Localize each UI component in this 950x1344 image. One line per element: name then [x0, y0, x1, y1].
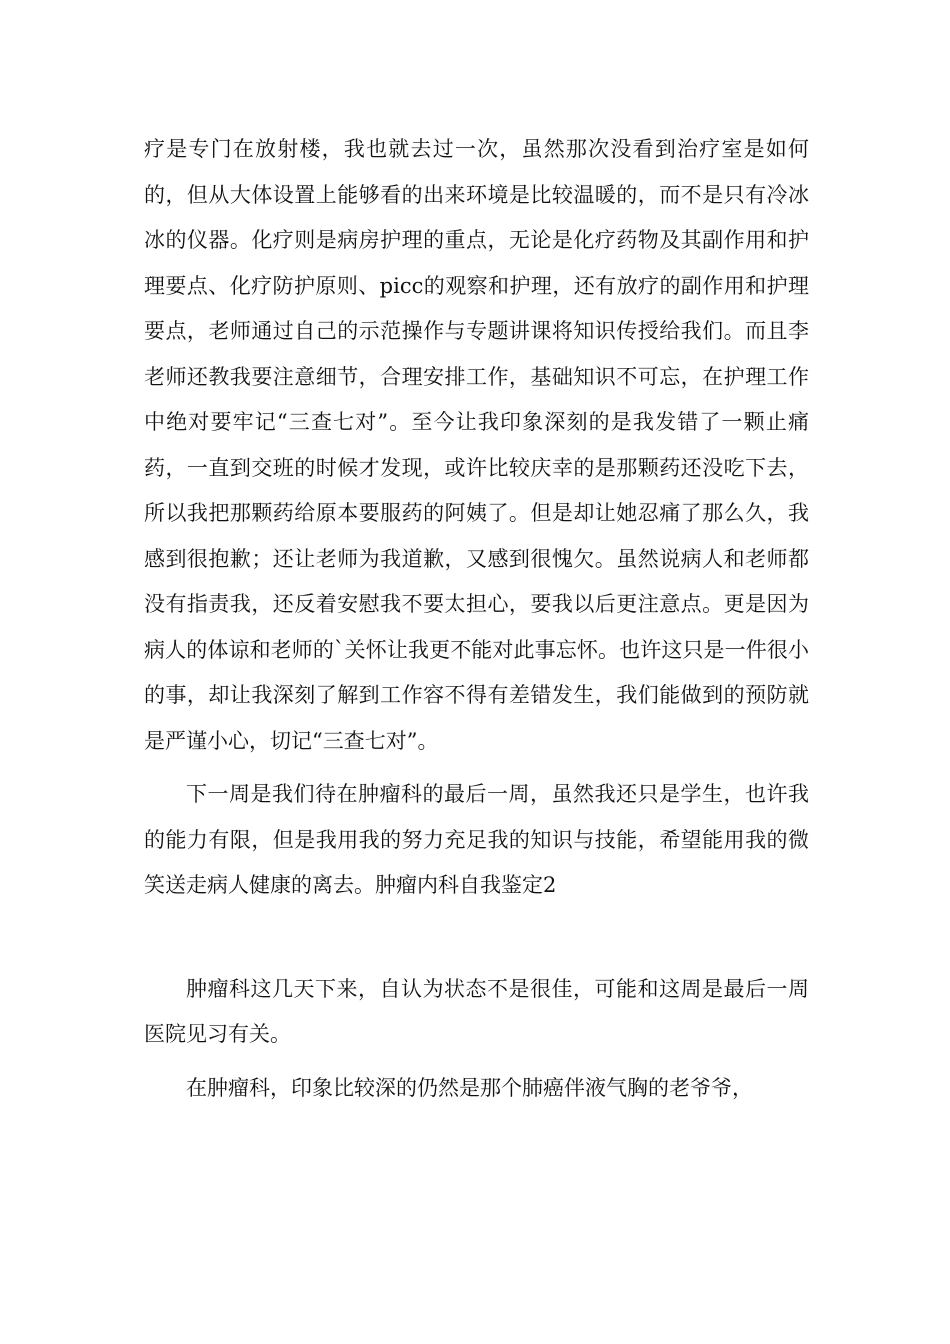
paragraph-1: 疗是专门在放射楼，我也就去过一次，虽然那次没看到治疗室是如何的，但从大体设置上能够看的出来环境是比较温暖的，而不是只有冷冰冰的仪器。化疗则是病房护理的重点，无论是化疗药物及其副作用和护理要点、化疗防护原则、picc的观察和护理，还有放疗的副作用和护理要点，老师通过自己的示范操作与专题讲课将知识传授给我们。而且李老师还教我要注意细节，合理安排工作，基础知识不可忘，在护理工作中绝对要牢记“三查七对”。至今让我印象深刻的是我发错了一颗止痛药，一直到交班的时候才发现，或许比较庆幸的是那颗药还没吃下去，所以我把那颗药给原本要服药的阿姨了。但是却让她忍痛了那么久，我感到很抱歉；还让老师为我道歉，又感到很愧欠。虽然说病人和老师都没有指责我，还反着安慰我不要太担心，要我以后更注意点。更是因为病人的体谅和老师的`关怀让我更不能对此事忘怀。也许这只是一件很小的事，却让我深刻了解到工作容不得有差错发生，我们能做到的预防就是严谨小心，切记“三查七对”。 — [144, 137, 809, 753]
paragraph-2: 下一周是我们待在肿瘤科的最后一周，虽然我还只是学生，也许我的能力有限，但是我用我的努力充足我的知识与技能，希望能用我的微笑送走病人健康的离去。肿瘤内科自我鉴定2 — [144, 782, 809, 897]
paragraph-4: 在肿瘤科，印象比较深的仍然是那个肺癌伴液气胸的老爷爷， — [186, 1075, 753, 1100]
paragraph-3: 肿瘤科这几天下来，自认为状态不是很佳，可能和这周是最后一周医院见习有关。 — [144, 976, 809, 1046]
document-body — [144, 127, 809, 1111]
